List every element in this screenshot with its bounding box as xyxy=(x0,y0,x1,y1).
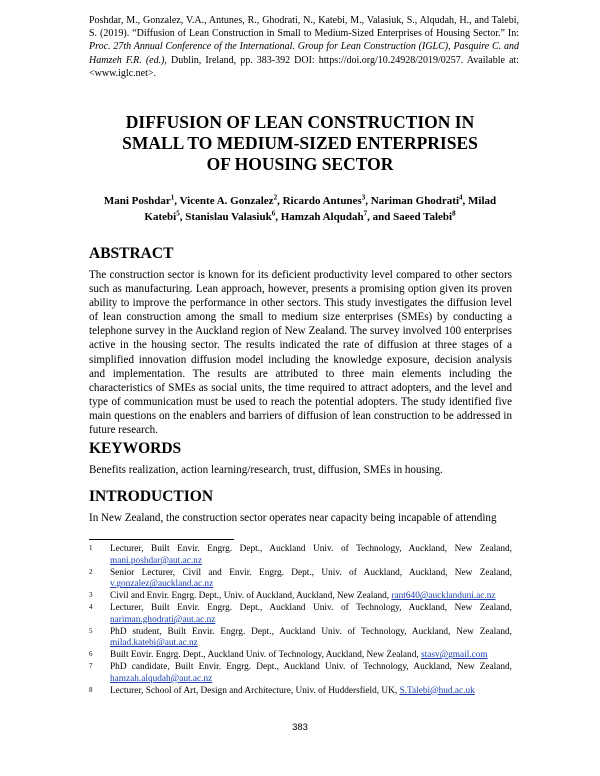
footnote-text xyxy=(110,603,512,627)
footnote-number: 6 xyxy=(89,650,93,659)
keywords-text: Benefits realization, action learning/research, trust, diffusion, SMEs in housing. xyxy=(89,464,443,476)
footnote-email-link[interactable]: v.gonzalez@auckland.ac.nz xyxy=(110,579,214,590)
footnote-number: 8 xyxy=(89,685,93,694)
footnote-affiliation: PhD candidate, Built Envir. Engrg. Dept., Auckland Univ. of Technology, Auckland, New Zealand, xyxy=(110,661,512,672)
footnote-text xyxy=(110,662,512,686)
footnote-item xyxy=(89,650,512,662)
author-name: Saeed Talebi xyxy=(393,210,453,223)
citation-header xyxy=(89,14,519,80)
title-line: SMALL TO MEDIUM-SIZED ENTERPRISES xyxy=(122,133,478,153)
footnote-text xyxy=(110,686,512,698)
author-name: Hamzah Alqudah xyxy=(280,210,364,223)
author-separator: , xyxy=(365,195,371,207)
footnote-item xyxy=(89,591,512,603)
footnote-number: 2 xyxy=(89,567,93,576)
footnote-number: 3 xyxy=(89,591,93,600)
footnote-item xyxy=(89,544,512,568)
author-affiliation-mark: 3 xyxy=(361,193,366,202)
title-line: OF HOUSING SECTOR xyxy=(206,154,394,174)
author-separator: , xyxy=(275,210,281,223)
footnote-affiliation: Built Envir. Engrg. Dept., Auckland Univ. of Technology, Auckland, New Zealand, xyxy=(110,650,421,661)
footnote-text xyxy=(110,650,512,662)
footnote-item xyxy=(89,568,512,592)
author-affiliation-mark: 5 xyxy=(176,208,180,217)
author-name: Mani Poshdar xyxy=(103,195,171,207)
citation-doi: Dublin, Ireland, pp. 383-392 DOI: https://doi.org/10.24928/2019/0257. Available at: <www.iglc.net>. xyxy=(89,54,519,79)
author-list xyxy=(89,194,511,225)
footnote-item xyxy=(89,603,512,627)
footnote-affiliation: Lecturer, Built Envir. Engrg. Dept., Auckland Univ. of Technology, Auckland, New Zealand, xyxy=(110,602,512,613)
footnote-email-link[interactable]: rant640@aucklanduni.ac.nz xyxy=(391,591,496,602)
author-affiliation-mark: 1 xyxy=(170,193,175,202)
footnote-number: 5 xyxy=(89,626,93,635)
footnote-affiliation: Lecturer, Built Envir. Engrg. Dept., Auckland Univ. of Technology, Auckland, New Zealand, xyxy=(110,544,512,554)
paper-title xyxy=(60,112,540,175)
footnote-affiliation: Senior Lecturer, Civil and Envir. Engrg. Dept., Univ. of Auckland, Auckland, New Zealand, xyxy=(110,567,512,578)
author-name: Vicente A. Gonzalez xyxy=(179,195,274,207)
footnote-email-link[interactable]: stasv@gmail.com xyxy=(421,650,488,661)
author-affiliation-mark: 6 xyxy=(271,208,276,217)
footnote-email-link[interactable]: milad.katebi@aut.ac.nz xyxy=(110,638,198,649)
footnote-affiliation: PhD student, Built Envir. Engrg. Dept., Auckland Univ. of Technology, Auckland, New Zealand, xyxy=(110,626,512,637)
introduction-heading: INTRODUCTION xyxy=(89,488,214,505)
title-line: DIFFUSION OF LEAN CONSTRUCTION IN xyxy=(125,112,475,132)
footnote-email-link[interactable]: hamzah.alqudah@aut.ac.nz xyxy=(110,673,213,684)
abstract-heading: ABSTRACT xyxy=(89,245,174,262)
citation-text: Poshdar, M., Gonzalez, V.A., Antunes, R., Ghodrati, N., Katebi, M., Valasiuk, S., Alqudah, H., and Talebi, S. (2019). “Diffusion of Lean Construction in Small to Medium-Sized Enterprises of Housing Sector.” In: xyxy=(89,15,519,40)
footnote-text xyxy=(110,568,512,592)
footnote-affiliation: Lecturer, School of Art, Design and Architecture, Univ. of Huddersfield, UK, xyxy=(110,685,400,696)
author-separator: , xyxy=(174,195,180,207)
author-name: Stanislau Valasiuk xyxy=(185,210,272,223)
footnote-text xyxy=(110,591,512,603)
footnote-number: 4 xyxy=(89,602,93,611)
footnote-number: 1 xyxy=(89,544,93,552)
author-name: Nariman Ghodrati xyxy=(370,195,460,207)
footnote-divider xyxy=(89,539,234,540)
footnote-text xyxy=(110,544,512,568)
author-separator: , xyxy=(277,195,283,207)
author-affiliation-mark: 8 xyxy=(452,208,456,217)
footnote-text xyxy=(110,627,512,651)
footnote-item xyxy=(89,686,512,698)
footnote-email-link[interactable]: S.Talebi@hud.ac.uk xyxy=(399,685,475,696)
footnote-affiliation: Civil and Envir. Engrg. Dept., Univ. of Auckland, Auckland, New Zealand, xyxy=(110,591,392,602)
author-separator: , and xyxy=(367,210,394,223)
footnote-item xyxy=(89,627,512,651)
keywords-heading: KEYWORDS xyxy=(89,440,182,457)
author-affiliation-mark: 4 xyxy=(459,193,463,202)
footnote-item xyxy=(89,662,512,686)
author-separator: , xyxy=(179,210,186,223)
citation-proceedings: Proc. 27th Annual Conference of the International. Group for Lean Construction (IGLC), Pasquire C. and Hamzeh F.R. (ed.), xyxy=(89,41,519,66)
author-name: Milad Katebi xyxy=(144,195,497,223)
abstract-text: The construction sector is known for its deficient productivity level compared to other sectors such as manufacturing. Lean approach, however, presents a promising option given its proven ability to improve the performance in other sectors. This study investigates the diffusion level of lean construction among the small to medium size enterprises (SMEs) by conducting a telephone survey in the Auckland region of New Zealand. The survey involved 100 enterprises active in the housing sector. The results indicated the rate of diffusion at three stages of a simplified innovation diffusion model including the knowledge exposure, decision analysis and implementation. The results are attributed to three main elements including the characteristics of SMEs as social units, the time required to attract adopters, and the level and type of communication must be used to reach the potential adopters. The study identified five main questions on the enablers and barriers of diffusion of lean construction to be addressed in future research. xyxy=(89,269,512,437)
footnote-email-link[interactable]: mani.poshdar@aut.ac.nz xyxy=(110,555,202,566)
footnotes xyxy=(89,544,512,697)
author-name: Ricardo Antunes xyxy=(282,195,362,207)
introduction-text: In New Zealand, the construction sector operates near capacity being incapable of attending xyxy=(89,512,497,524)
footnote-number: 7 xyxy=(89,661,93,670)
footnote-email-link[interactable]: nariman.ghodrati@aut.ac.nz xyxy=(110,614,216,625)
author-affiliation-mark: 7 xyxy=(363,208,368,217)
page-number: 383 xyxy=(292,722,308,733)
author-separator: , xyxy=(462,195,469,207)
author-affiliation-mark: 2 xyxy=(273,193,278,202)
